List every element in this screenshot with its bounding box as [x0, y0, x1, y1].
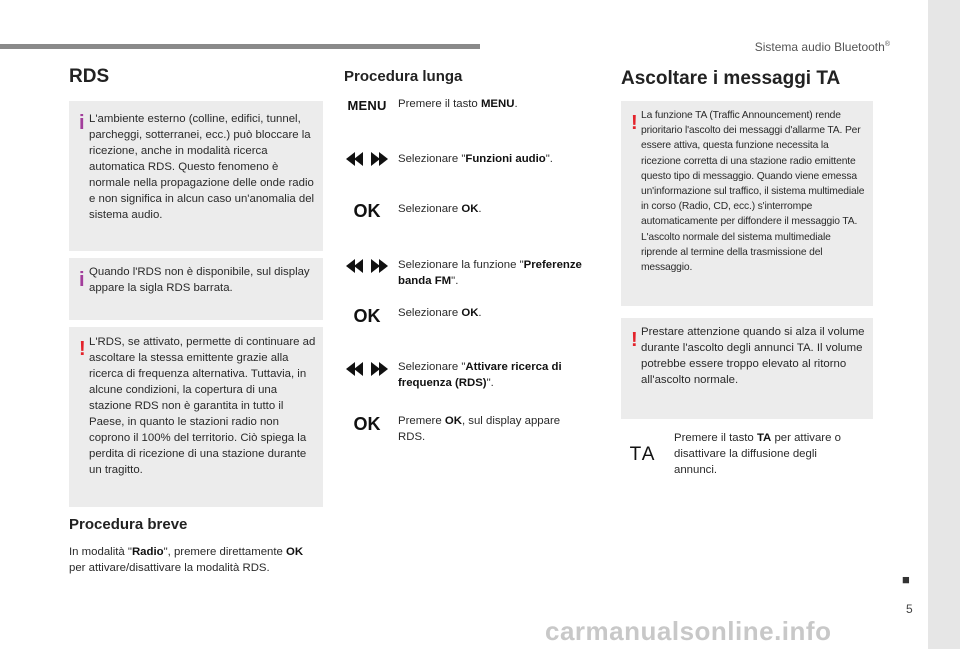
left-right-arrows-icon [346, 362, 388, 376]
rds-title: RDS [69, 66, 110, 87]
procedura-lunga-title: Procedura lunga [344, 68, 463, 85]
step-6-text: Selezionare "Attivare ricerca di frequenza (RDS)". [398, 361, 562, 389]
step-1-text: Premere il tasto MENU. [398, 98, 518, 110]
info-icon: i [79, 112, 85, 134]
rds-info-box-1 [69, 101, 323, 251]
menu-button-icon: MENU [347, 98, 387, 113]
side-strip [928, 0, 960, 649]
end-of-section-mark: ■ [902, 572, 910, 587]
step-2-text: Selezionare "Funzioni audio". [398, 153, 553, 165]
rds-warning-box [69, 327, 323, 507]
step-5-text: Selezionare OK. [398, 307, 482, 319]
ta-button-icon: TA [629, 444, 657, 465]
header-title: Sistema audio Bluetooth® [754, 40, 890, 54]
rds-info-text-1: L'ambiente esterno (colline, edifici, tunnel, parcheggi, sotterranei, ecc.) può bloccare la ricezione, anche in modalità ricerca automatica RDS. Questo fenomeno è normale nella propagazione delle onde radio e non significa in alcun caso un'anomalia del sistema audio. [89, 113, 315, 221]
left-right-arrows-icon [346, 259, 388, 273]
ta-warning-text-2: Prestare attenzione quando si alza il volume durante l'ascolto degli annunci TA. Il volume potrebbe essere troppo elevato al ritorno all'ascolto normale. [641, 326, 865, 386]
left-right-arrows-icon [346, 152, 388, 166]
header-rule [0, 44, 480, 49]
procedura-breve-title: Procedura breve [69, 516, 188, 533]
step-7-text: Premere OK, sul display appare RDS. [398, 415, 561, 443]
warning-icon: ! [79, 338, 86, 360]
step-3-text: Selezionare OK. [398, 203, 482, 215]
warning-icon: ! [631, 329, 638, 351]
ta-warning-box-1 [621, 101, 873, 306]
ok-button-icon: OK [353, 306, 381, 326]
info-icon: i [79, 269, 85, 291]
ta-warning-text-1: La funzione TA (Traffic Announcement) rende prioritario l'ascolto dei messaggi d'allarme TA. Per essere attiva, questa funzione necessita la ricezione corretta di una stazione radio emittente questo tipo di messaggio. Quando viene emessa un'informazione sul traffico, il sistema multimediale in corso (Radio, CD, ecc.) s'interrompe automaticamente per diffondere il messaggio TA. L'ascolto normale del sistema multimediale riprende al termine della trasmissione del messaggio. [641, 110, 865, 274]
procedura-breve-text: In modalità "Radio", premere direttamente OK per attivare/disattivare la modalità RDS. [69, 546, 304, 574]
page-number: 5 [906, 602, 913, 616]
ta-step-text: Premere il tasto TA per attivare o disattivare la diffusione degli annunci. [674, 432, 841, 476]
rds-info-text-2: Quando l'RDS non è disponibile, sul display appare la sigla RDS barrata. [89, 266, 310, 294]
step-4-text: Selezionare la funzione "Preferenze banda FM". [398, 259, 582, 287]
warning-icon: ! [631, 112, 638, 134]
ta-warning-box-2 [621, 318, 873, 419]
ta-title: Ascoltare i messaggi TA [621, 68, 841, 89]
ok-button-icon: OK [353, 414, 381, 434]
rds-warning-text: L'RDS, se attivato, permette di continuare ad ascoltare la stessa emittente grazie alla ricerca di frequenza alternativa. Tuttavia, in alcune condizioni, la copertura di una stazione RDS non è garantita in tutto il Paese, in quanto le stazioni radio non coprono il 100% del territorio. Ciò spiega la perdita di ricezione di una stazione durante un tragitto. [89, 336, 316, 476]
ok-button-icon: OK [353, 201, 381, 221]
rds-info-box-2 [69, 258, 323, 320]
watermark: carmanualsonline.info [545, 616, 832, 646]
